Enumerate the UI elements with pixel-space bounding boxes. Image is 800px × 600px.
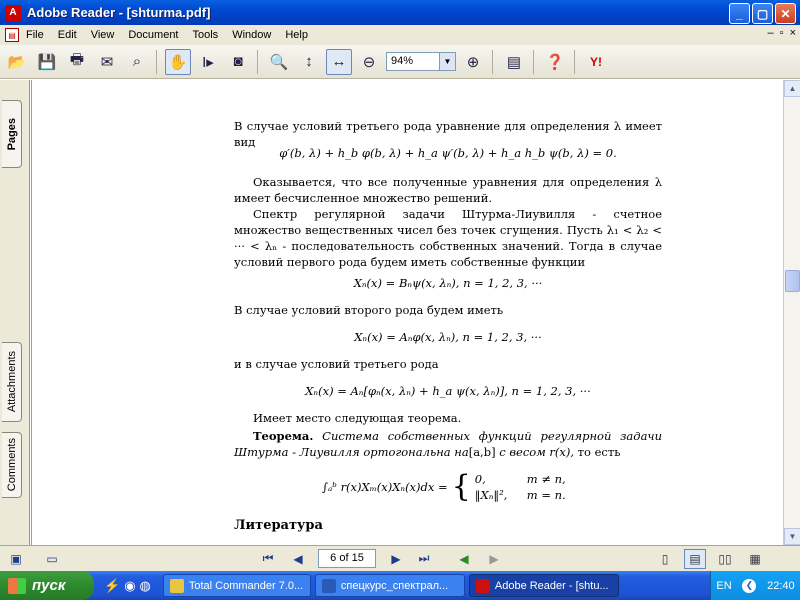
page-layout-icon[interactable]: ▤ bbox=[506, 53, 522, 71]
menu-edit[interactable]: Edit bbox=[57, 29, 77, 41]
clock: 22:40 bbox=[767, 579, 795, 592]
continuous-view-icon[interactable]: ▤ bbox=[684, 549, 706, 569]
zoom-in-tool-icon[interactable]: 🔍 bbox=[269, 53, 289, 71]
zoom-input[interactable]: 94% bbox=[386, 52, 440, 71]
theorem-label: Теорема. bbox=[253, 429, 314, 443]
navigation-panel bbox=[0, 80, 30, 545]
status-bar bbox=[0, 545, 800, 571]
go-back-icon[interactable]: ◀ bbox=[459, 551, 469, 566]
open-folder-icon[interactable]: 📂 bbox=[7, 53, 27, 71]
tab-attachments[interactable] bbox=[2, 342, 22, 422]
page-size-icon[interactable]: ▭ bbox=[46, 551, 58, 566]
toolbar bbox=[0, 45, 800, 79]
quick-launch-winamp-icon[interactable]: ⚡ bbox=[104, 577, 121, 593]
language-indicator[interactable]: EN bbox=[716, 579, 732, 592]
last-page-icon[interactable]: ⏭ bbox=[418, 551, 430, 565]
quick-launch-browser-icon[interactable]: ◍ bbox=[139, 577, 151, 593]
equation-5-integral: ∫ₐᵇ r(x)Xₘ(x)Xₙ(x)dx = bbox=[322, 480, 448, 494]
case-1-value: 0, bbox=[474, 472, 486, 486]
scroll-up-icon[interactable]: ▲ bbox=[784, 80, 800, 97]
paragraph-1: В случае условий третьего рода уравнение для определения λ имеет вид bbox=[234, 119, 662, 149]
tab-comments[interactable] bbox=[2, 432, 22, 498]
window-controls bbox=[729, 3, 796, 24]
theorem-weight: с весом r(x), bbox=[499, 445, 574, 459]
page-number-input[interactable]: 6 of 15 bbox=[318, 549, 376, 568]
help-icon[interactable]: ❓ bbox=[545, 53, 565, 71]
tray-arrow-icon[interactable]: ❮ bbox=[742, 579, 756, 593]
previous-page-icon[interactable]: ◀ bbox=[293, 551, 303, 566]
save-icon[interactable]: 💾 bbox=[37, 53, 57, 71]
paragraph-2: Оказывается, что все полученные уравнения для определения λ имеет бесчисленное множество решений. bbox=[234, 175, 662, 205]
email-icon[interactable]: ✉ bbox=[100, 53, 114, 71]
quick-launch-media-icon[interactable]: ◉ bbox=[124, 577, 136, 593]
case-1-condition: m ≠ n, bbox=[526, 472, 566, 486]
go-forward-icon[interactable]: ▶ bbox=[489, 551, 499, 566]
facing-view-icon[interactable]: ▯▯ bbox=[718, 551, 732, 566]
theorem-end: то есть bbox=[577, 445, 621, 459]
doc-close-button[interactable]: × bbox=[789, 27, 796, 39]
total-commander-icon bbox=[170, 579, 184, 593]
toolbar-separator bbox=[156, 50, 157, 74]
menu-bar bbox=[0, 25, 800, 45]
tab-pages-label: Pages bbox=[5, 117, 18, 151]
case-2-value: ‖Xₙ‖², bbox=[474, 488, 508, 502]
case-2-condition: m = n. bbox=[526, 488, 566, 502]
vertical-scrollbar[interactable] bbox=[783, 80, 800, 545]
theorem bbox=[234, 428, 662, 460]
pdf-page bbox=[32, 80, 783, 545]
doc-minimize-button[interactable]: – bbox=[767, 27, 774, 39]
task-word-document[interactable] bbox=[315, 574, 465, 597]
adobe-reader-task-icon bbox=[476, 579, 490, 593]
doc-restore-button[interactable]: ▫ bbox=[779, 27, 784, 39]
menu-view[interactable]: View bbox=[90, 29, 115, 41]
section-heading: Литература bbox=[234, 518, 323, 533]
scroll-down-icon[interactable]: ▼ bbox=[784, 528, 800, 545]
fit-page-icon[interactable]: ↕ bbox=[305, 53, 313, 70]
document-view[interactable] bbox=[31, 80, 783, 545]
minimize-button[interactable]: _ bbox=[729, 3, 750, 24]
equation-4: Xₙ(x) = Aₙ[φₙ(x, λₙ) + h_a ψ(x, λₙ)], n = 1, 2, 3, ··· bbox=[305, 384, 591, 398]
toolbar-separator bbox=[492, 50, 493, 74]
paragraph-3: Спектр регулярной задачи Штурма-Лиувилля - счетное множество вещественных чисел без точек сгущения. Пусть λ₁ < λ₂ < ··· < λₙ - последовательность собственных значений. Тогда в случае условий первого рода будем иметь собственные функции bbox=[234, 207, 662, 269]
close-button[interactable]: ✕ bbox=[775, 3, 796, 24]
scroll-thumb[interactable] bbox=[785, 270, 800, 292]
toolbar-separator bbox=[257, 50, 258, 74]
equation-1: φ′(b, λ) + h_b φ(b, λ) + h_a ψ′(b, λ) + h_a h_b ψ(b, λ) = 0. bbox=[279, 146, 617, 160]
zoom-in-icon[interactable]: ⊕ bbox=[466, 53, 480, 71]
hand-tool-icon[interactable]: ✋ bbox=[165, 49, 191, 75]
menu-tools[interactable]: Tools bbox=[192, 29, 219, 41]
task-total-commander[interactable] bbox=[163, 574, 311, 597]
task-label: спецкурс_спектрал... bbox=[340, 579, 449, 592]
tab-attachments-label: Attachments bbox=[5, 351, 18, 413]
paragraph-6: Имеет место следующая теорема. bbox=[253, 411, 462, 425]
quick-launch bbox=[104, 578, 151, 594]
tab-pages[interactable] bbox=[2, 100, 22, 168]
toolbar-separator bbox=[574, 50, 575, 74]
windows-logo-icon bbox=[8, 578, 26, 594]
theorem-interval: [a,b] bbox=[468, 445, 496, 459]
maximize-button[interactable]: ▢ bbox=[752, 3, 773, 24]
single-page-view-icon[interactable]: ▯ bbox=[661, 551, 669, 566]
title-bar bbox=[0, 0, 800, 25]
search-binoculars-icon[interactable]: ⌕ bbox=[132, 53, 142, 70]
adobe-reader-icon: A bbox=[5, 5, 21, 21]
menu-help[interactable]: Help bbox=[285, 29, 308, 41]
equation-3: Xₙ(x) = Aₙφ(x, λₙ), n = 1, 2, 3, ··· bbox=[354, 330, 542, 344]
first-page-icon[interactable]: ⏮ bbox=[262, 551, 274, 565]
paragraph-4: В случае условий второго рода будем иметь bbox=[234, 303, 504, 317]
print-icon[interactable]: 🖶 bbox=[69, 51, 85, 68]
yahoo-icon[interactable]: Y! bbox=[590, 54, 602, 69]
brace-icon: { bbox=[451, 469, 471, 504]
zoom-dropdown-icon[interactable]: ▼ bbox=[440, 52, 456, 71]
start-label: пуск bbox=[32, 577, 66, 594]
tab-comments-label: Comments bbox=[5, 438, 18, 492]
menu-document[interactable]: Document bbox=[128, 29, 179, 41]
system-tray bbox=[710, 571, 800, 600]
task-label: Adobe Reader - [shtu... bbox=[494, 579, 609, 592]
start-button[interactable] bbox=[0, 571, 94, 600]
task-label: Total Commander 7.0... bbox=[188, 579, 304, 592]
equation-5 bbox=[322, 469, 566, 504]
equation-2: Xₙ(x) = Bₙψ(x, λₙ), n = 1, 2, 3, ··· bbox=[353, 276, 543, 290]
paragraph-5: и в случае условий третьего рода bbox=[234, 357, 439, 371]
next-page-icon[interactable]: ▶ bbox=[391, 551, 401, 566]
zoom-out-icon[interactable]: ⊖ bbox=[362, 53, 376, 71]
theorem-text: Система собственных функций регулярной задачи Штурма - Лиувилля ортогональна на bbox=[234, 429, 662, 459]
document-window-controls bbox=[768, 27, 796, 39]
menu-file[interactable]: File bbox=[26, 29, 44, 41]
panel-toggle-icon[interactable]: ▣ bbox=[10, 551, 22, 566]
taskbar bbox=[0, 571, 800, 600]
fit-width-icon[interactable]: ↔ bbox=[326, 49, 352, 75]
snapshot-camera-icon[interactable]: ◙ bbox=[233, 53, 243, 70]
task-adobe-reader[interactable] bbox=[469, 574, 619, 597]
word-document-icon bbox=[322, 579, 336, 593]
toolbar-separator bbox=[533, 50, 534, 74]
menu-window[interactable]: Window bbox=[232, 29, 272, 41]
continuous-facing-view-icon[interactable]: ▦ bbox=[749, 551, 761, 566]
window-title: Adobe Reader - [shturma.pdf] bbox=[27, 5, 211, 20]
select-text-icon[interactable]: I▸ bbox=[202, 53, 214, 71]
document-icon[interactable]: ▤ bbox=[5, 28, 19, 42]
